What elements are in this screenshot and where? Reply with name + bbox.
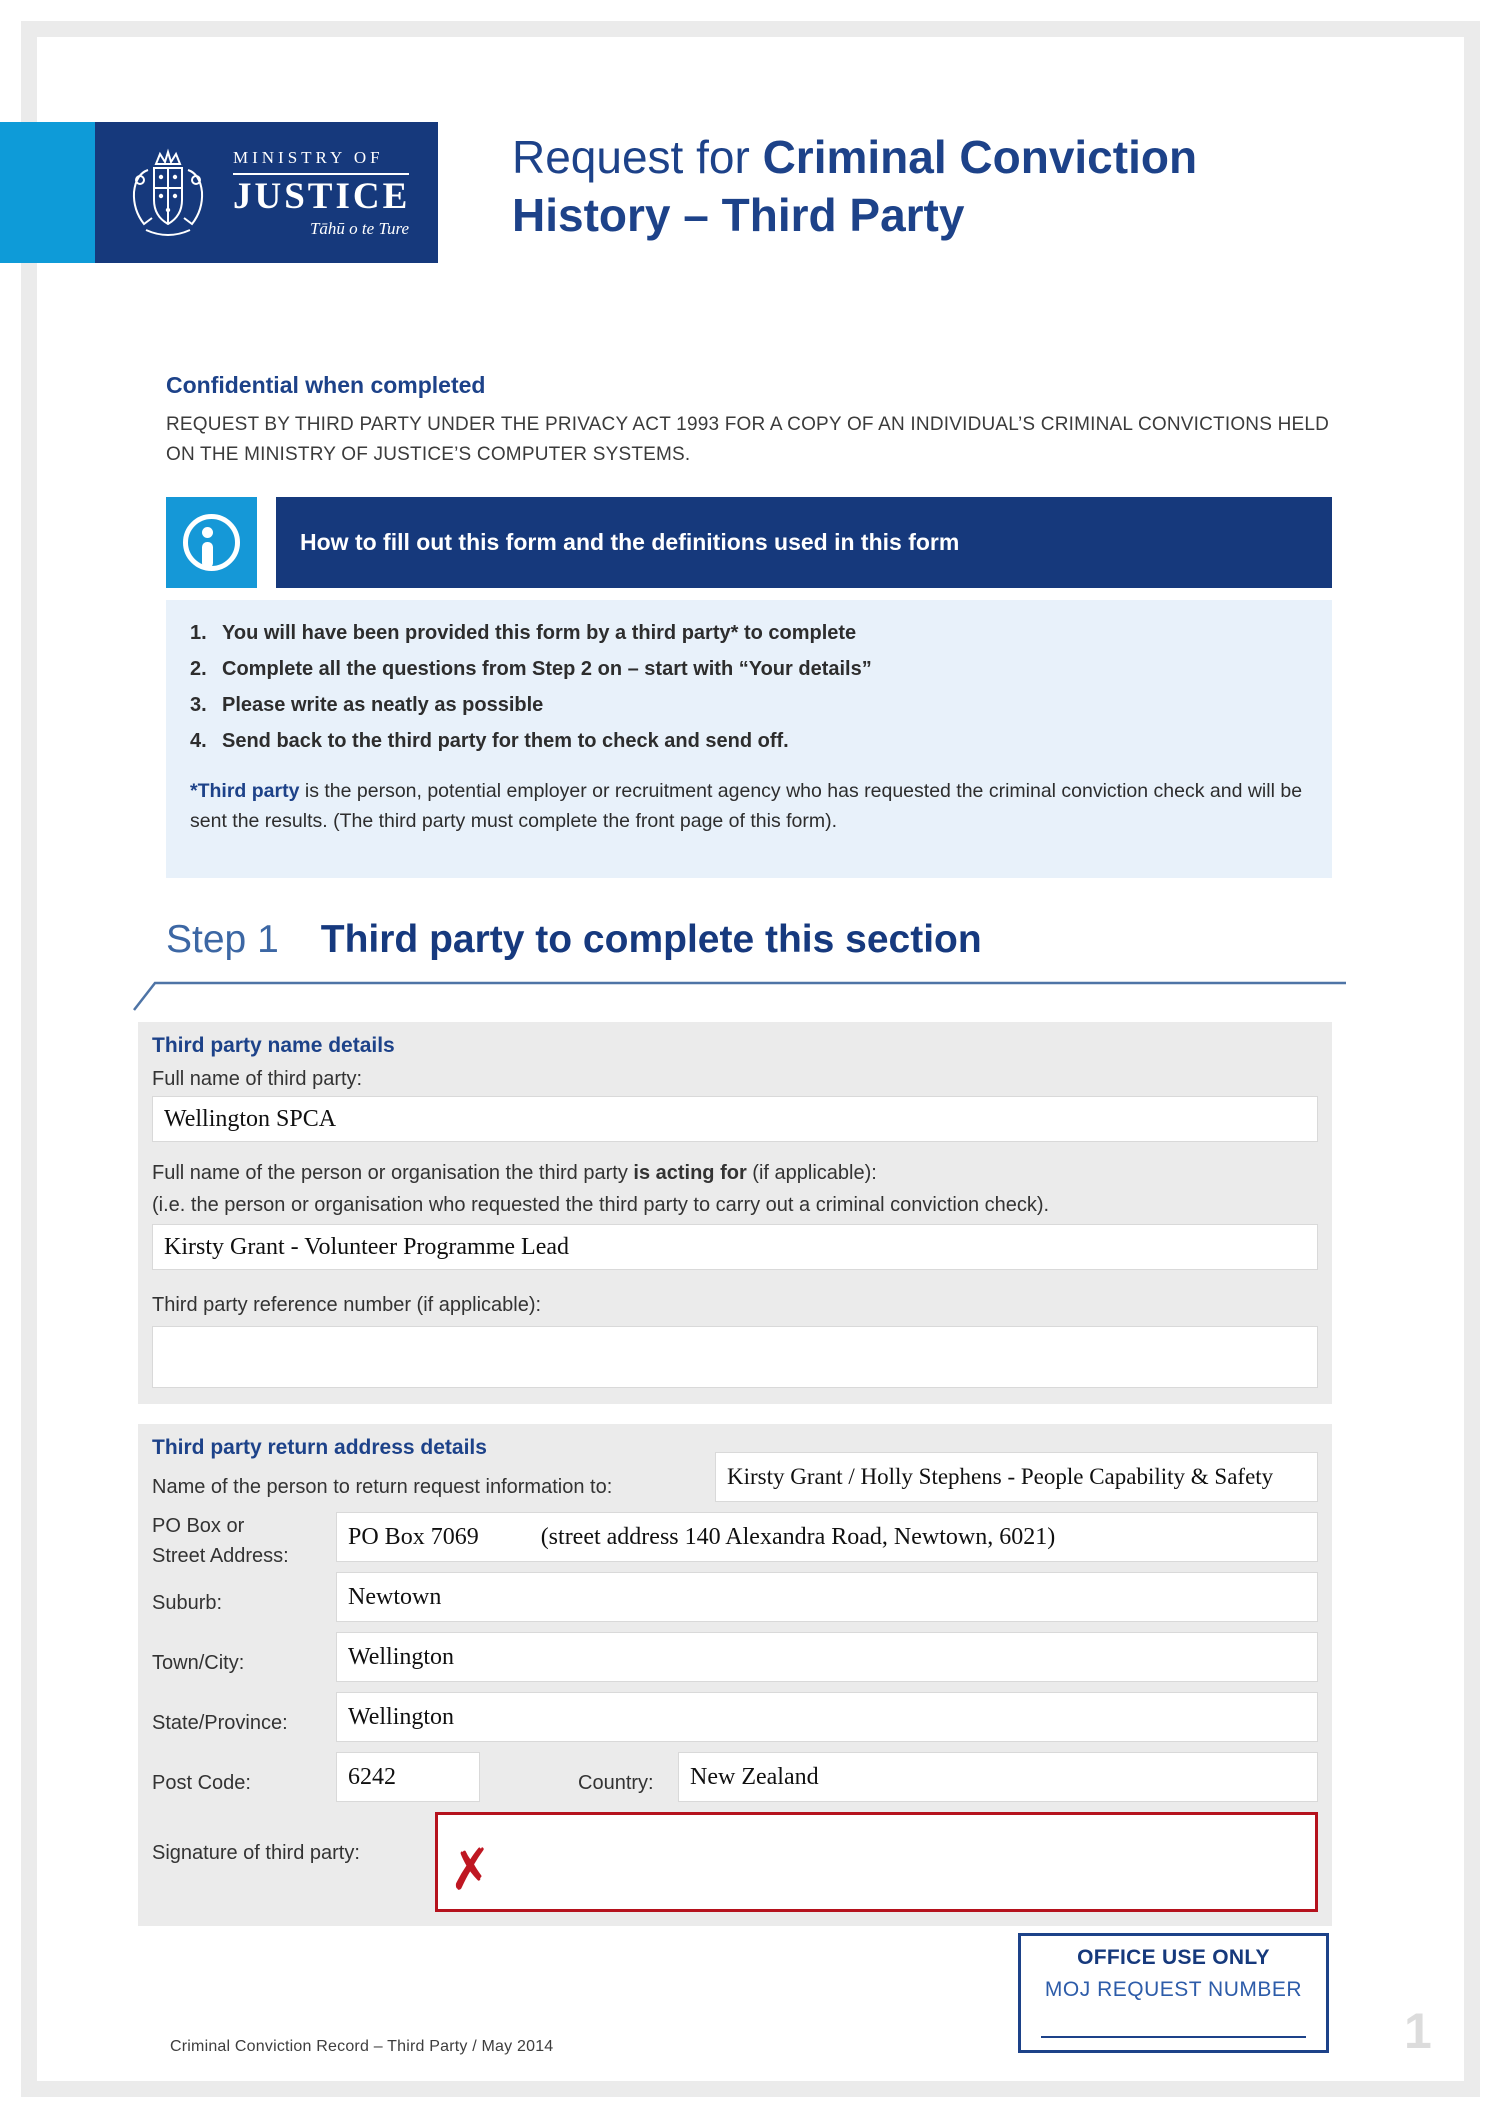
country-label: Country: bbox=[578, 1772, 654, 1794]
instructions-panel bbox=[166, 600, 1332, 878]
step1-label: Step 1 bbox=[166, 918, 279, 961]
info-icon-stem bbox=[202, 542, 213, 568]
banner-cyan-block bbox=[0, 122, 95, 263]
step1-divider bbox=[128, 980, 1350, 1014]
logo-maori-name: Tāhū o te Ture bbox=[309, 219, 409, 238]
page-title-line1: Request for Criminal Conviction bbox=[512, 131, 1198, 183]
signature-label: Signature of third party: bbox=[152, 1842, 360, 1864]
po-box-label-line1: PO Box or bbox=[152, 1515, 245, 1537]
office-use-only-heading: OFFICE USE ONLY bbox=[1077, 1946, 1270, 1969]
request-statement: REQUEST BY THIRD PARTY UNDER THE PRIVACY ACT 1993 FOR A COPY OF AN INDIVIDUAL’S CRIMINAL CONVICTIONS HELD ON THE MINISTRY OF JUSTICE’S COMPUTER SYSTEMS. bbox=[166, 414, 1330, 465]
info-icon bbox=[166, 497, 257, 588]
nz-coat-of-arms-icon bbox=[118, 144, 218, 242]
moj-request-number-line[interactable] bbox=[1041, 2036, 1306, 2038]
acting-for-input[interactable]: Kirsty Grant - Volunteer Programme Lead bbox=[152, 1224, 1318, 1270]
instruction-item: 1. You will have been provided this form by a third party* to complete bbox=[190, 622, 857, 644]
page-title-line2: History – Third Party bbox=[512, 189, 965, 241]
post-code-input[interactable]: 6242 bbox=[336, 1752, 480, 1802]
logo-justice: JUSTICE bbox=[233, 176, 411, 217]
state-province-label: State/Province: bbox=[152, 1712, 288, 1734]
ministry-of-justice-logo bbox=[95, 122, 438, 263]
info-icon-dot bbox=[202, 527, 213, 538]
section-heading: Third party return address details bbox=[152, 1436, 487, 1459]
reference-number-input[interactable] bbox=[152, 1326, 1318, 1388]
section-heading: Third party name details bbox=[152, 1034, 395, 1057]
po-box-input[interactable]: PO Box 7069 (street address 140 Alexandra Road, Newtown, 6021) bbox=[336, 1512, 1318, 1562]
page-title bbox=[512, 128, 1272, 244]
confidential-heading: Confidential when completed bbox=[166, 372, 486, 398]
info-heading: How to fill out this form and the definitions used in this form bbox=[300, 529, 960, 555]
moj-request-number-label: MOJ REQUEST NUMBER bbox=[1044, 1978, 1303, 2001]
country-input[interactable]: New Zealand bbox=[678, 1752, 1318, 1802]
instruction-item: 4. Send back to the third party for them to check and send off. bbox=[190, 730, 789, 752]
document-reference: Criminal Conviction Record – Third Party / May 2014 bbox=[170, 2038, 554, 2055]
step1-heading bbox=[166, 918, 982, 962]
office-use-only-box bbox=[1018, 1933, 1329, 2053]
suburb-label: Suburb: bbox=[152, 1592, 223, 1614]
state-province-input[interactable]: Wellington bbox=[336, 1692, 1318, 1742]
page-number: 1 bbox=[1404, 2003, 1432, 2059]
logo-ministry-of: MINISTRY OF bbox=[233, 148, 384, 167]
full-name-label: Full name of third party: bbox=[152, 1068, 363, 1090]
acting-for-label: Full name of the person or organisation the third party is acting for (if applicable): bbox=[152, 1162, 877, 1184]
full-name-input[interactable]: Wellington SPCA bbox=[152, 1096, 1318, 1142]
logo-text bbox=[233, 148, 413, 239]
reference-number-label: Third party reference number (if applicable): bbox=[152, 1294, 542, 1316]
signature-x-mark: ✗ bbox=[444, 1835, 497, 1904]
post-code-label: Post Code: bbox=[152, 1772, 251, 1794]
po-box-label-line2: Street Address: bbox=[152, 1545, 289, 1567]
return-to-input[interactable]: Kirsty Grant / Holly Stephens - People Capability & Safety bbox=[715, 1452, 1318, 1502]
street-address-note: (street address 140 Alexandra Road, Newtown, 6021) bbox=[540, 1523, 1056, 1550]
step1-title: Third party to complete this section bbox=[320, 918, 982, 961]
town-city-label: Town/City: bbox=[152, 1652, 245, 1674]
third-party-name-details-section bbox=[138, 1022, 1332, 1404]
return-to-label: Name of the person to return request information to: bbox=[152, 1476, 613, 1498]
info-heading-bar bbox=[276, 497, 1332, 588]
acting-for-hint: (i.e. the person or organisation who requested the third party to carry out a criminal conviction check). bbox=[152, 1194, 1050, 1216]
instruction-item: 3. Please write as neatly as possible bbox=[190, 694, 544, 716]
signature-box[interactable] bbox=[435, 1812, 1318, 1912]
third-party-definition: *Third party is the person, potential employer or recruitment agency who has requested the criminal conviction check and will be sent the results. (The third party must complete the front page of this form). bbox=[190, 780, 1303, 832]
town-city-input[interactable]: Wellington bbox=[336, 1632, 1318, 1682]
instruction-item: 2. Complete all the questions from Step 2 on – start with “Your details” bbox=[190, 658, 872, 680]
suburb-input[interactable]: Newtown bbox=[336, 1572, 1318, 1622]
third-party-return-address-section bbox=[138, 1424, 1332, 1926]
